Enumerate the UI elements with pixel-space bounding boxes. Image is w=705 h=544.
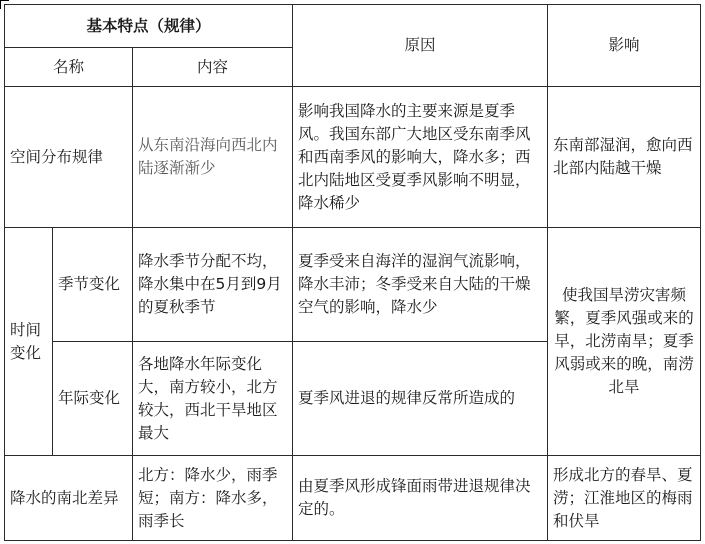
time-impact: 使我国旱涝灾害频繁，夏季风强或来的早，北涝南旱；夏季风弱或来的晚，南涝北旱 bbox=[548, 228, 701, 456]
interannual-name: 年际变化 bbox=[53, 342, 133, 456]
spatial-content: 从东南沿海向西北内陆逐渐渐少 bbox=[133, 87, 293, 228]
north-south-impact: 形成北方的春旱、夏涝；江淮地区的梅雨和伏旱 bbox=[548, 456, 701, 541]
seasonal-content: 降水季节分配不均，降水集中在5月到9月的夏秋季节 bbox=[133, 228, 293, 342]
north-south-name: 降水的南北差异 bbox=[5, 456, 133, 541]
row-north-south bbox=[5, 456, 701, 541]
seasonal-reason: 夏季受来自海洋的湿润气流影响，降水丰沛；冬季受来自大陆的干燥空气的影响，降水少 bbox=[293, 228, 548, 342]
header-reason: 原因 bbox=[293, 5, 548, 87]
header-content: 内容 bbox=[133, 48, 293, 87]
row-spatial bbox=[5, 87, 701, 228]
north-south-reason: 由夏季风形成锋面雨带进退规律决定的。 bbox=[293, 456, 548, 541]
precipitation-table bbox=[4, 4, 701, 541]
spatial-name: 空间分布规律 bbox=[5, 87, 133, 228]
time-name: 时间变化 bbox=[5, 228, 53, 456]
header-features: 基本特点（规律） bbox=[5, 5, 293, 48]
header-impact: 影响 bbox=[548, 5, 701, 87]
interannual-content: 各地降水年际变化大，南方较小，北方较大，西北干旱地区最大 bbox=[133, 342, 293, 456]
seasonal-name: 季节变化 bbox=[53, 228, 133, 342]
header-row-1 bbox=[5, 5, 701, 48]
row-seasonal bbox=[5, 228, 701, 342]
spatial-impact: 东南部湿润，愈向西北部内陆越干燥 bbox=[548, 87, 701, 228]
north-south-content: 北方：降水少，雨季短；南方：降水多，雨季长 bbox=[133, 456, 293, 541]
spatial-reason: 影响我国降水的主要来源是夏季风。我国东部广大地区受东南季风和西南季风的影响大，降水多；西北内陆地区受夏季风影响不明显，降水稀少 bbox=[293, 87, 548, 228]
header-name: 名称 bbox=[5, 48, 133, 87]
interannual-reason: 夏季风进退的规律反常所造成的 bbox=[293, 342, 548, 456]
